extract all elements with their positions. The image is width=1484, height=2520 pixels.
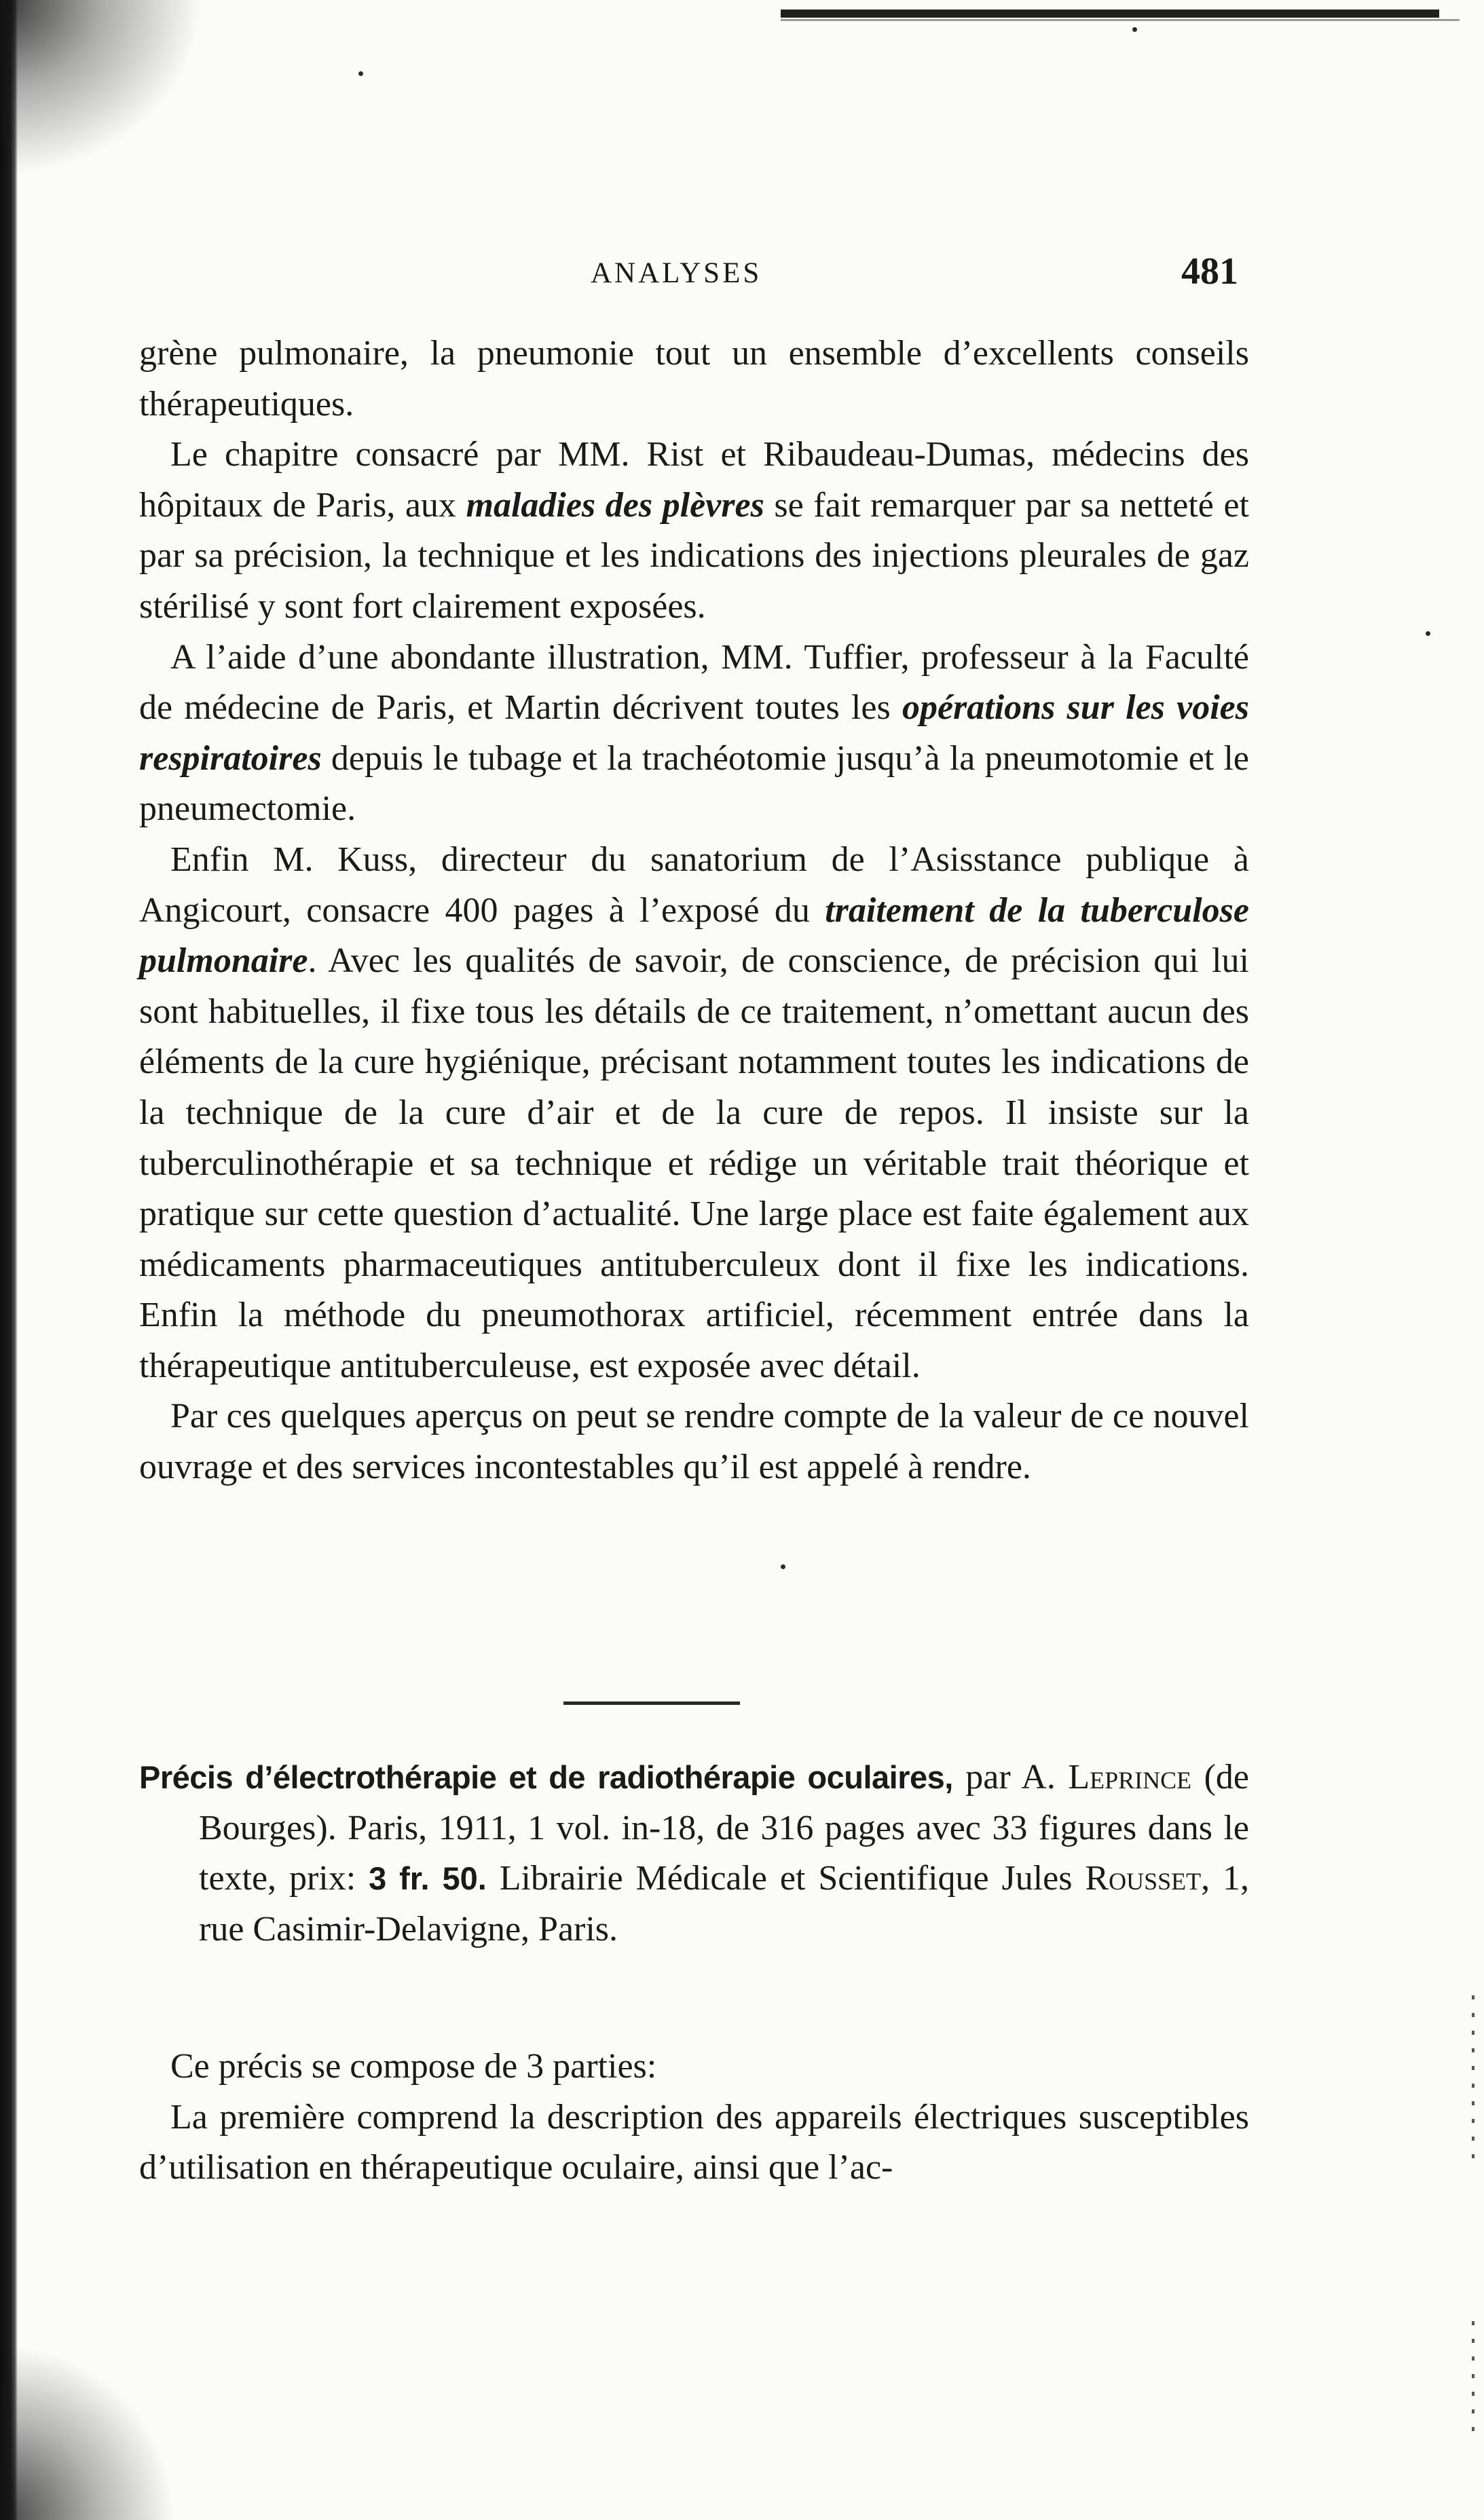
scan-top-rule-thin bbox=[781, 19, 1460, 21]
paragraph bbox=[139, 2042, 1249, 2092]
paragraph-text: depuis le tubage et la trachéotomie jusqu’à la pneumotomie et le pneumectomie. bbox=[139, 738, 1249, 829]
scan-speck bbox=[781, 1564, 785, 1569]
scan-speck bbox=[1132, 27, 1137, 32]
paragraph-text: grène pulmonaire, la pneumonie tout un ensemble d’excellents conseils thérapeutiques. bbox=[139, 334, 1249, 424]
scan-edge-shadow bbox=[0, 0, 18, 2520]
paragraph bbox=[139, 835, 1249, 1392]
paragraph-text: se fait remarquer par sa netteté et par sa précision, la technique et les indications des injections pleurales de gaz stérilisé y sont fort clairement exposées. bbox=[139, 485, 1249, 626]
author-name: Leprince bbox=[1068, 1758, 1192, 1797]
running-head: ANALYSES bbox=[591, 257, 762, 289]
paragraph-text: Ce précis se compose de 3 parties: bbox=[170, 2047, 657, 2086]
paragraph-text: Enfin M. Kuss, directeur du sanatorium de l’Asisstance publique à Angicourt, consacre 400 pages à l’exposé du bbox=[139, 840, 1249, 930]
review-text-continued bbox=[139, 2042, 1249, 2194]
reference-text: (de Bourges). Paris, 1911, 1 vol. in-18, de 316 pages avec 33 figures dans le texte, prix: bbox=[199, 1758, 1249, 1898]
book-title: Précis d’électrothérapie et de radiothérapie oculaires, bbox=[139, 1759, 953, 1795]
section-separator bbox=[563, 1701, 740, 1705]
scan-speck bbox=[1426, 631, 1430, 636]
book-reference bbox=[139, 1752, 1249, 1955]
paragraph-text: Par ces quelques aperçus on peut se rendre compte de la valeur de ce nouvel ouvrage et des services incontestables qu’il est appelé à rendre. bbox=[139, 1397, 1249, 1487]
paragraph bbox=[139, 2092, 1249, 2194]
paragraph-text: Le chapitre consacré par MM. Rist et Ribaudeau-Dumas, médecins des hôpitaux de Paris, aux bbox=[139, 435, 1249, 525]
paragraph-text: La première comprend la description des appareils électriques susceptibles d’utilisation en thérapeutique oculaire, ainsi que l’ac- bbox=[139, 2097, 1249, 2187]
paragraph bbox=[139, 328, 1249, 430]
publisher-name: Rousset bbox=[1085, 1859, 1202, 1898]
paragraph-italic: maladies des plèvres bbox=[466, 485, 764, 525]
scan-edge-dots bbox=[1472, 1995, 1474, 2165]
paragraph-italic: opérations sur les voies respiratoires bbox=[139, 688, 1249, 778]
paragraph bbox=[139, 430, 1249, 632]
scan-top-rule bbox=[781, 10, 1439, 18]
paragraph bbox=[139, 633, 1249, 835]
page-number: 481 bbox=[1181, 250, 1238, 293]
reference-text: Librairie Médicale et Scientifique Jules bbox=[486, 1859, 1086, 1898]
scan-corner-shadow-top bbox=[0, 0, 204, 176]
reference-text: , 1, rue Casimir-Delavigne, Paris. bbox=[199, 1859, 1249, 1949]
paragraph-text: A l’aide d’une abondante illustration, MM. Tuffier, professeur à la Faculté de médecine de Paris, et Martin décrivent toutes les bbox=[139, 637, 1249, 728]
scan-edge-dots bbox=[1472, 2321, 1474, 2443]
paragraph bbox=[139, 1391, 1249, 1492]
paragraph-italic: traitement de la tuberculose pulmonaire bbox=[139, 890, 1249, 981]
price: 3 fr. 50. bbox=[369, 1860, 487, 1897]
scan-corner-shadow-bottom bbox=[0, 2344, 177, 2520]
paragraph-text: . Avec les qualités de savoir, de conscience, de précision qui lui sont habituelles, il fixe tous les détails de ce traitement, n’omettant aucun des éléments de la cure hygiénique, précisant notamment toutes les indications de la technique de la cure d’air et de la cure de repos. Il insiste sur la tuberculinothérapie et sa technique et rédige un véritable trait théorique et pratique sur cette question d’actualité. Une large place est faite également aux médicaments pharmaceutiques antituberculeux dont il fixe les indications. Enfin la méthode du pneumothorax artificiel, récemment entrée dans la thérapeutique antituberculeuse, est exposée avec détail. bbox=[139, 941, 1249, 1385]
reference-text: par A. bbox=[952, 1758, 1069, 1797]
review-text bbox=[139, 328, 1249, 1493]
scan-speck bbox=[358, 71, 363, 76]
